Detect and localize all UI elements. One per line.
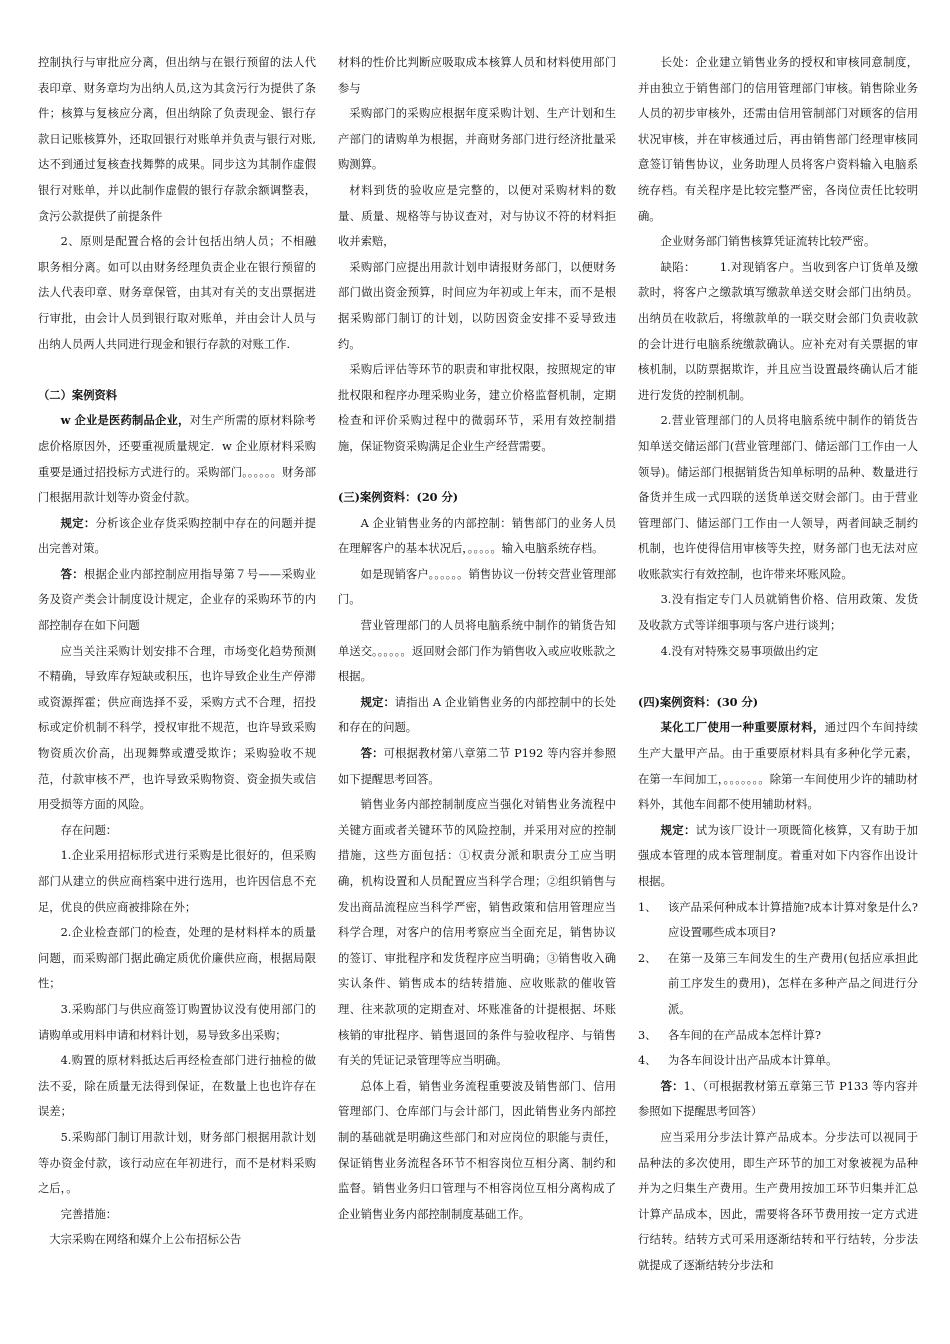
spacer: [38, 357, 316, 383]
text: 缺陷：: [660, 260, 696, 274]
paragraph: 企业财务部门销售核算凭证流转比较严密。: [660, 235, 876, 249]
bold-label: 答：: [660, 1078, 684, 1093]
numbered-item: [638, 895, 918, 946]
bold-label: 答：: [60, 566, 84, 581]
list-item: 5.采购部门制订用款计划，财务部门根据用款计划等办资金付款，该行动应在年初进行，而不是材料采购之后，。: [38, 1130, 316, 1196]
item-text: 各车间的在产品成本怎样计算?: [668, 1028, 821, 1042]
list-item: 2.营业管理部门的人员将电脑系统中制作的销货告知单送交储运部门(营业管理部门、储运部门工作由一人领导)。储运部门根据销货告知单标明的品种、数量进行备货并生成一式四联的送货单送交财会部门。由于营业管理部门、储运部门工作由一人领导，两者间缺乏制约机制，也许使得信用审核等失控，财务部门也无法对应收账款实行有效控制，也许带来坏账风险。: [638, 414, 918, 581]
list-item: 4.购置的原材料抵达后再经检查部门进行抽检的做法不妥，除在质量无法得到保证，在数量上也也许存在误差；: [38, 1054, 316, 1119]
paragraph: 如是现销客户。。。。。。销售协议一份转交营业管理部门。: [338, 567, 616, 607]
paragraph: 材料到货的验收应是完整的，以便对采购材料的数量、质量、规格等与协议查对，对与协议不符的材料拒收并索赔，: [338, 183, 616, 249]
paragraph: [38, 408, 316, 510]
paragraph: [338, 741, 616, 792]
paragraph: 材料的性价比判断应吸取成本核算人员和材料使用部门参与: [338, 56, 616, 95]
list-item: 3.没有指定专门人员就销售价格、信用政策、发货及收款方式等详细事项与客户进行谈判；: [638, 593, 918, 633]
column-left: [38, 50, 316, 1253]
paragraph: 采购部门的采购应根据年度采购计划、生产计划和生产部门的请购单为根据，并商财务部门进行经济批量采购测算。: [338, 107, 616, 172]
paragraph: 长处：企业建立销售业务的授权和审核同意制度，并由独立于销售部门的信用管理部门审核。销售除业务人员的初步审核外，还需由信用管制部门对顾客的信用状况审核，并在审核通过后，再由销售部门经理审核同意签订销售协议，业务助理人员将客户资料输入电脑系统存档。有关程序是比较完整严密，各岗位责任比较明确。: [638, 56, 918, 223]
item-number: 4、: [638, 1054, 657, 1068]
section-heading: (四)案例资料：(30 分): [638, 694, 759, 709]
text: 分析该企业存货采购控制中存在的问题并提出完善对策。: [38, 516, 316, 556]
bold-label: 规定：: [660, 822, 696, 837]
item-number: 1、: [638, 900, 657, 914]
item-text: 为各车间设计出产品成本计算单。: [668, 1054, 838, 1068]
spacer: [638, 664, 918, 690]
text: 通过四个车间持续生产大量甲产品。由于重要原材料具有多种化学元素，在第一车间加工，。。。。。。。除第一车间使用少许的辅助材料外，其他车间都不使用辅助材料。: [638, 721, 918, 812]
text: 请指出 A 企业销售业务的内部控制中的长处和存在的问题。: [338, 695, 616, 735]
text: 1.对现销客户。当收到客户订货单及缴款时，将客户之缴款填写缴款单送交财会部门出纳员。出纳员在收款后，将缴款单的一联交财会部门负责收款的会计进行电脑系统缴款确认。应补充对有关票据的审核机制，以防票据欺诈，并且应当设置最终确认后才能进行发货的控制机制。: [638, 260, 919, 402]
paragraph: [638, 818, 918, 895]
paragraph: [338, 690, 616, 741]
paragraph: 大宗采购在网络和媒介上公布招标公告: [49, 1233, 242, 1247]
bold-label: 规定：: [360, 694, 395, 709]
text: 根据企业内部控制应用指导第７号——采购业务及资产类会计制度设计规定，企业存的采购环节的内部控制存在如下问题: [38, 567, 316, 633]
bold-label: 规定：: [60, 515, 96, 530]
section-heading: （二）案例资料: [38, 387, 118, 402]
item-number: 2、: [638, 951, 657, 965]
paragraph: [38, 562, 316, 639]
paragraph: 应当关注采购计划安排不合理，市场变化趋势预测不精确，导致库存短缺或积压，也许导致企业生产停滞或资源挥霍；供应商选择不妥，采购方式不合理，招投标或定价机制不科学，授权审批不规范，也许导致采购物资质次价高，出现舞弊或遭受欺诈；采购验收不规范，付款审核不严，也许导致采购物资、资金损失或信用受损等方面的风险。: [38, 644, 316, 812]
item-text: 在第一及第三车间发生的生产费用(包括应承担此前工序发生的费用)，怎样在多种产品之间进行分派。: [668, 951, 918, 1016]
paragraph: 2、原则是配置合格的会计包括出纳人员；不相融职务相分离。如可以由财务经理负责企业在银行预留的法人代表印章、财务章保管，由其对有关的支出票据进行审批，由会计人员到银行取对账单，并由会计人员与出纳人员两人共同进行现金和银行存款的对账工作.: [38, 235, 316, 351]
text: 对生产所需的原材料除考虑价格原因外，还要重视质量规定．w 企业原材料采购重要是通过招投标方式进行的。采购部门。。。。。。财务部门根据用款计划等办资金付款。: [38, 414, 316, 505]
list-item: 2.企业检查部门的检查，处理的是材料样本的质量问题，而采购部门据此确定质优价廉供应商，根据局限性；: [38, 926, 316, 991]
column-right: [638, 50, 918, 1279]
bold-text: w 企业是医药制品企业，: [60, 413, 190, 428]
paragraph: 应当采用分步法计算产品成本。分步法可以视同于品种法的多次使用，即生产环节的加工对象被视为品种并为之归集生产费用。生产费用按加工环节归集并汇总计算产品成本，因此，需要将各环节费用按一定方式进行结转。结转方式可采用逐渐结转和平行结转，分步法就提成了逐渐结转分步法和: [638, 1130, 918, 1272]
paragraph: 总体上看，销售业务流程重要波及销售部门、信用管理部门、仓库部门与会计部门，因此销售业务内部控制的基础就是明确这些部门和对应岗位的职能与责任，保证销售业务流程各环节不相容岗位互相分离、制约和监督。销售业务归口管理与不相容岗位互相分离构成了企业销售业务内部控制制度基础工作。: [338, 1079, 616, 1221]
paragraph: 营业管理部门的人员将电脑系统中制作的销货告知单送交。。。。。。返回财会部门作为销售收入或应收账款之根据。: [338, 619, 616, 684]
list-item: 3.采购部门与供应商签订购置协议没有使用部门的请购单或用料申请和材料计划，易导致多出采购；: [38, 1002, 316, 1042]
numbered-item: [638, 1048, 918, 1074]
numbered-item: [638, 946, 918, 1023]
paragraph: [638, 715, 918, 817]
paragraph: [638, 1074, 918, 1125]
bold-label: 答：: [360, 746, 384, 761]
section-heading: (三)案例资料：(20 分): [338, 490, 459, 505]
paragraph: A 企业销售业务的内部控制：销售部门的业务人员在理解客户的基本状况后，。。。。。输入电脑系统存档。: [338, 516, 616, 556]
text: 试为该厂设计一项既简化核算，又有助于加强成本管理的成本管理制度。着重对如下内容作出设计根据。: [638, 823, 918, 888]
bold-text: 某化工厂使用一种重要原材料，: [660, 720, 825, 735]
list-item: 1.企业采用招标形式进行采购是比很好的，但采购部门从建立的供应商档案中进行选用，也许因信息不充足，优良的供应商被排除在外；: [38, 849, 316, 914]
numbered-item: [638, 1023, 918, 1049]
text: 可根据教材第八章第二节 P192 等内容并参照如下提醒思考回答。: [338, 747, 616, 786]
list-item: 4.没有对特殊交易事项做出约定: [660, 644, 819, 658]
item-text: 该产品采何种成本计算措施?成本计算对象是什么?应设置哪些成本项目?: [668, 900, 918, 940]
paragraph: 控制执行与审批应分离，但出纳与在银行预留的法人代表印章、财务章均为出纳人员,这为其贪污行为提供了条件；核算与复核应分离，但出纳除了负责现金、银行存款日记账核算外，还取回银行对账单并负责与银行对账,达不到通过复核查找舞弊的成果。同步这为其制作虚假银行对账单，并以此制作虚假的银行存款余额调整表，贪污公款提供了前提条件: [38, 56, 316, 223]
spacer: [338, 460, 616, 486]
column-middle: [338, 50, 616, 1227]
text: 1、（可根据教材第五章第三节 P133 等内容并参照如下提醒思考回答）: [638, 1079, 918, 1119]
paragraph: 销售业务内部控制制度应当强化对销售业务流程中关键方面或者关键环节的风险控制，并采用对应的控制措施，这些方面包括：①权责分派和职责分工应当明确，机构设置和人员配置应当科学合理；②组织销售与发出商品流程应当科学严密，销售政策和信用管理应当科学合理，对客户的信用考察应当全面充足，销售协议的签订、审批程序和发货程序应当明确；③销售收入确实认条件、销售成本的结转措施、应收账款的催收管理、往来款项的定期查对、坏账准备的计提根据、坏账核销的审批程序、销售退回的条件与验收程序、与销售有关的凭证记录管理等应当明确。: [338, 798, 616, 1068]
item-number: 3、: [638, 1028, 657, 1042]
paragraph: 存在问题：: [60, 823, 118, 837]
paragraph: [38, 511, 316, 562]
paragraph: [638, 255, 918, 409]
paragraph: 采购部门应提出用款计划申请报财务部门，以便财务部门做出资金预算，时间应为年初或上年末，而不是根据采购部门制订的计划，以防因资金安排不妥导致违约。: [338, 260, 616, 351]
paragraph: 采购后评估等环节的职责和审批权限，按照规定的审批权限和程序办理采购业务，建立价格监督机制，定期检查和评价采购过程中的微弱环节，采用有效控制措施，保证物资采购满足企业生产经营需要。: [338, 363, 616, 453]
paragraph: 完善措施：: [60, 1207, 118, 1221]
